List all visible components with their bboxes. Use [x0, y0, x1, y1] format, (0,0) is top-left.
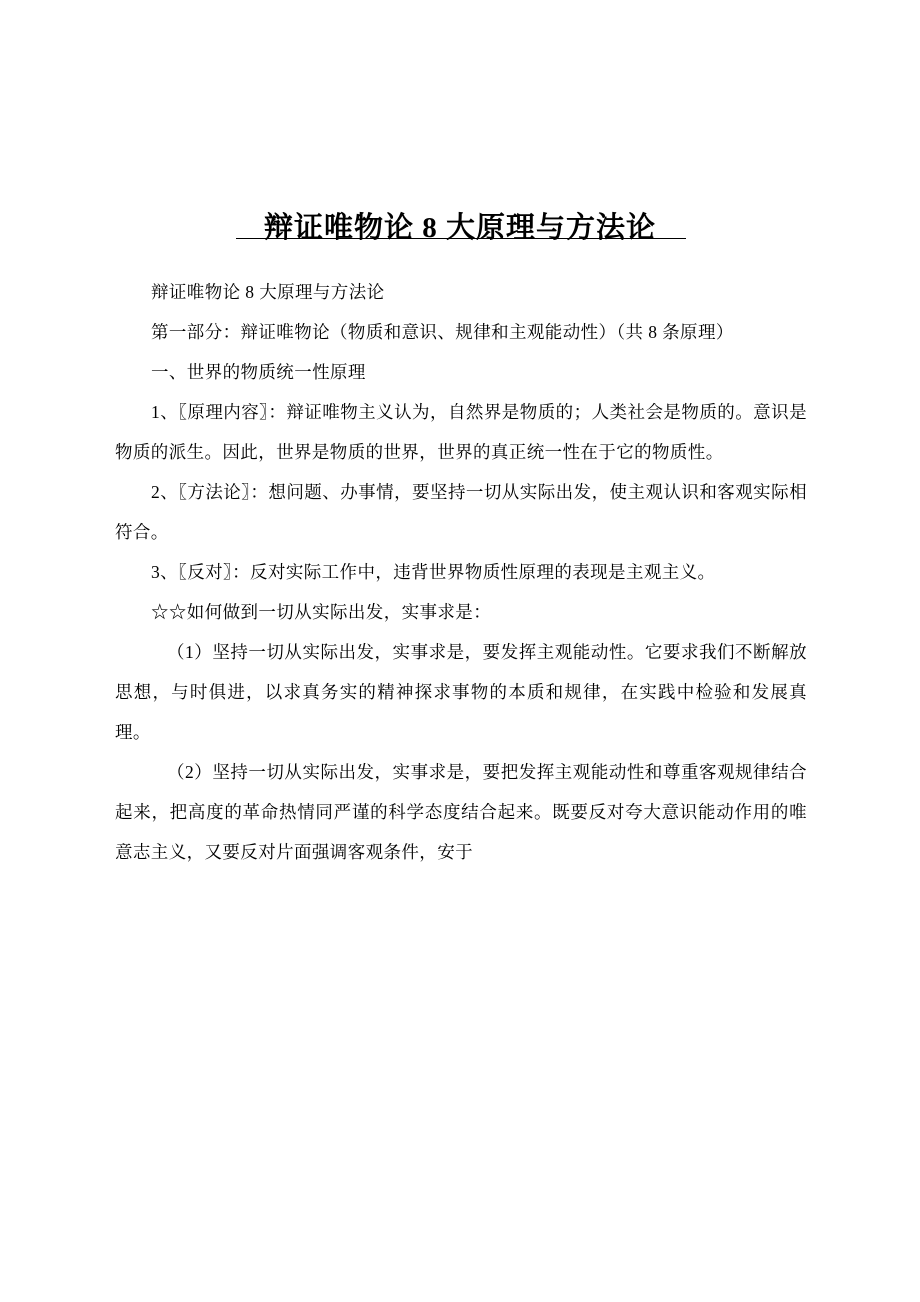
paragraph: ☆☆如何做到一切从实际出发，实事求是：	[151, 602, 492, 622]
paragraph: 一、世界的物质统一性原理	[151, 362, 366, 382]
paragraph: 2、〖方法论〗：想问题、办事情，要坚持一切从实际出发，使主观认识和客观实际相符合。	[115, 482, 807, 542]
title-underline	[236, 238, 686, 239]
paragraph: （2）坚持一切从实际出发，实事求是，要把发挥主观能动性和尊重客观规律结合起来，把高度的革命热情同严谨的科学态度结合起来。既要反对夸大意识能动作用的唯意志主义，又要反对片面强调客观条件，安于	[115, 762, 807, 862]
paragraph: （1）坚持一切从实际出发，实事求是，要发挥主观能动性。它要求我们不断解放思想，与时俱进，以求真务实的精神探求事物的本质和规律，在实践中检验和发展真理。	[115, 642, 807, 742]
page-title: 辩证唯物论 8 大原理与方法论	[263, 212, 656, 245]
paragraph: 第一部分：辩证唯物论（物质和意识、规律和主观能动性）（共 8 条原理）	[151, 322, 734, 342]
paragraph: 3、〖反对〗：反对实际工作中，违背世界物质性原理的表现是主观主义。	[151, 562, 716, 582]
document-body	[115, 272, 807, 872]
paragraph: 1、〖原理内容〗：辩证唯物主义认为，自然界是物质的；人类社会是物质的。意识是物质的派生。因此，世界是物质的世界，世界的真正统一性在于它的物质性。	[115, 402, 807, 462]
paragraph: 辩证唯物论 8 大原理与方法论	[151, 282, 385, 302]
